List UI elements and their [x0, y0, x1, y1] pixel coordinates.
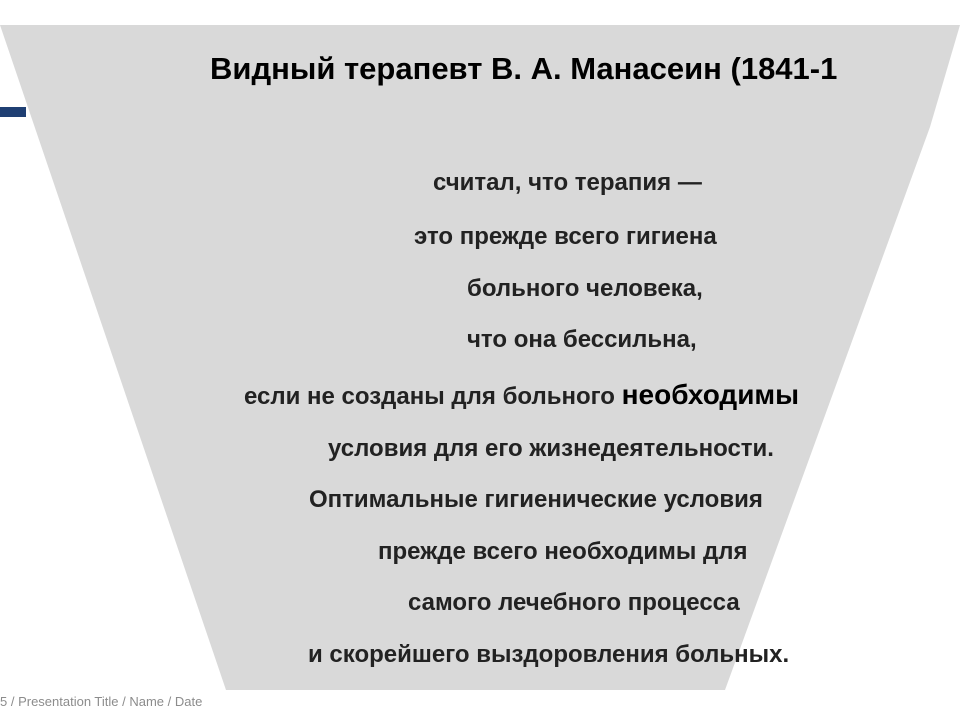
- text-line-10-end: ьных.: [719, 641, 790, 668]
- left-accent-bar: [0, 107, 26, 117]
- emphasized-word: необходимы: [621, 379, 800, 410]
- text-line-6: условия для его жизнедеятельности.: [328, 435, 774, 462]
- text-line-7: Оптимальные гигиенические условия: [309, 486, 763, 513]
- text-line-1: считал, что терапия —: [433, 169, 702, 196]
- text-line-4: что она бессильна,: [467, 326, 697, 353]
- slide-footer: 5 / Presentation Title / Name / Date: [0, 694, 203, 709]
- text-line-10-start: и скорейшего выздоровления бол: [308, 641, 720, 668]
- text-line-3: больного человека,: [467, 275, 703, 302]
- slide-title: Видный терапевт В. А. Манасеин (1841-1: [210, 51, 838, 86]
- text-line-2: это прежде всего гигиена: [414, 223, 717, 250]
- text-line-8: прежде всего необходимы для: [378, 538, 748, 565]
- text-line-9: самого лечебного процесса: [408, 589, 740, 616]
- text-line-5-start: если не созданы для больного: [244, 383, 615, 410]
- funnel-background: [0, 25, 960, 690]
